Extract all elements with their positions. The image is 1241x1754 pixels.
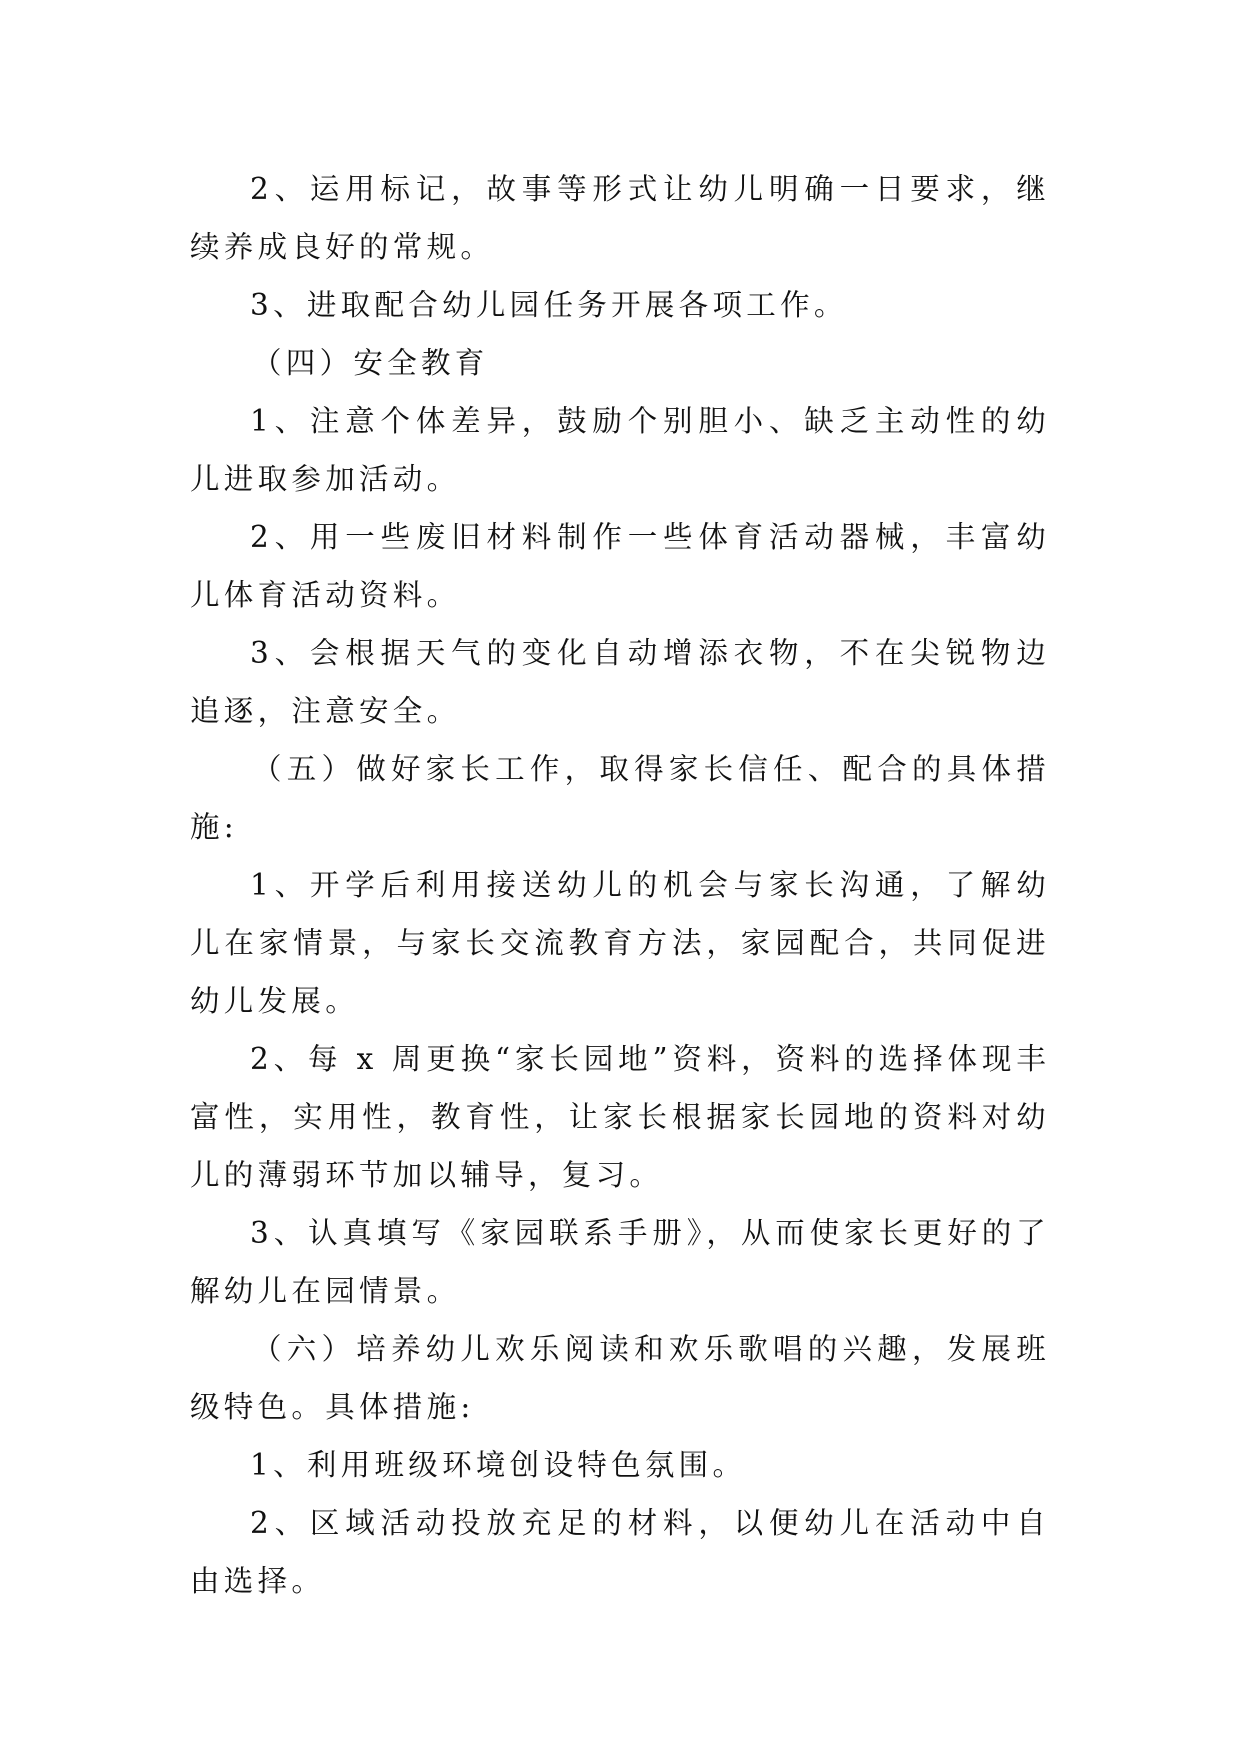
- paragraph-item: 2、运用标记，故事等形式让幼儿明确一日要求，继续养成良好的常规。: [190, 172, 1050, 264]
- paragraph-item: 3、会根据天气的变化自动增添衣物，不在尖锐物边追逐，注意安全。: [190, 636, 1050, 728]
- paragraph-item: 1、开学后利用接送幼儿的机会与家长沟通，了解幼儿在家情景，与家长交流教育方法，家园配合，共同促进幼儿发展。: [190, 868, 1050, 1018]
- paragraph-item: 1、利用班级环境创设特色氛围。: [250, 1448, 747, 1482]
- paragraph-item: 3、认真填写《家园联系手册》，从而使家长更好的了解幼儿在园情景。: [190, 1216, 1050, 1308]
- section-heading: （四）安全教育: [252, 346, 489, 380]
- paragraph-item: 2、用一些废旧材料制作一些体育活动器械，丰富幼儿体育活动资料。: [190, 520, 1050, 612]
- paragraph-item: 1、注意个体差异，鼓励个别胆小、缺乏主动性的幼儿进取参加活动。: [190, 404, 1050, 496]
- paragraph-item: 3、进取配合幼儿园任务开展各项工作。: [250, 288, 848, 322]
- paragraph-item: 2、区域活动投放充足的材料，以便幼儿在活动中自由选择。: [190, 1506, 1050, 1598]
- section-heading: （五）做好家长工作，取得家长信任、配合的具体措施:: [190, 752, 1050, 844]
- section-heading: （六）培养幼儿欢乐阅读和欢乐歌唱的兴趣，发展班级特色。具体措施:: [190, 1332, 1050, 1424]
- paragraph-item: 2、每 x 周更换“家长园地”资料，资料的选择体现丰富性，实用性，教育性，让家长根据家长园地的资料对幼儿的薄弱环节加以辅导，复习。: [190, 1042, 1050, 1192]
- document-body: [190, 160, 1050, 1610]
